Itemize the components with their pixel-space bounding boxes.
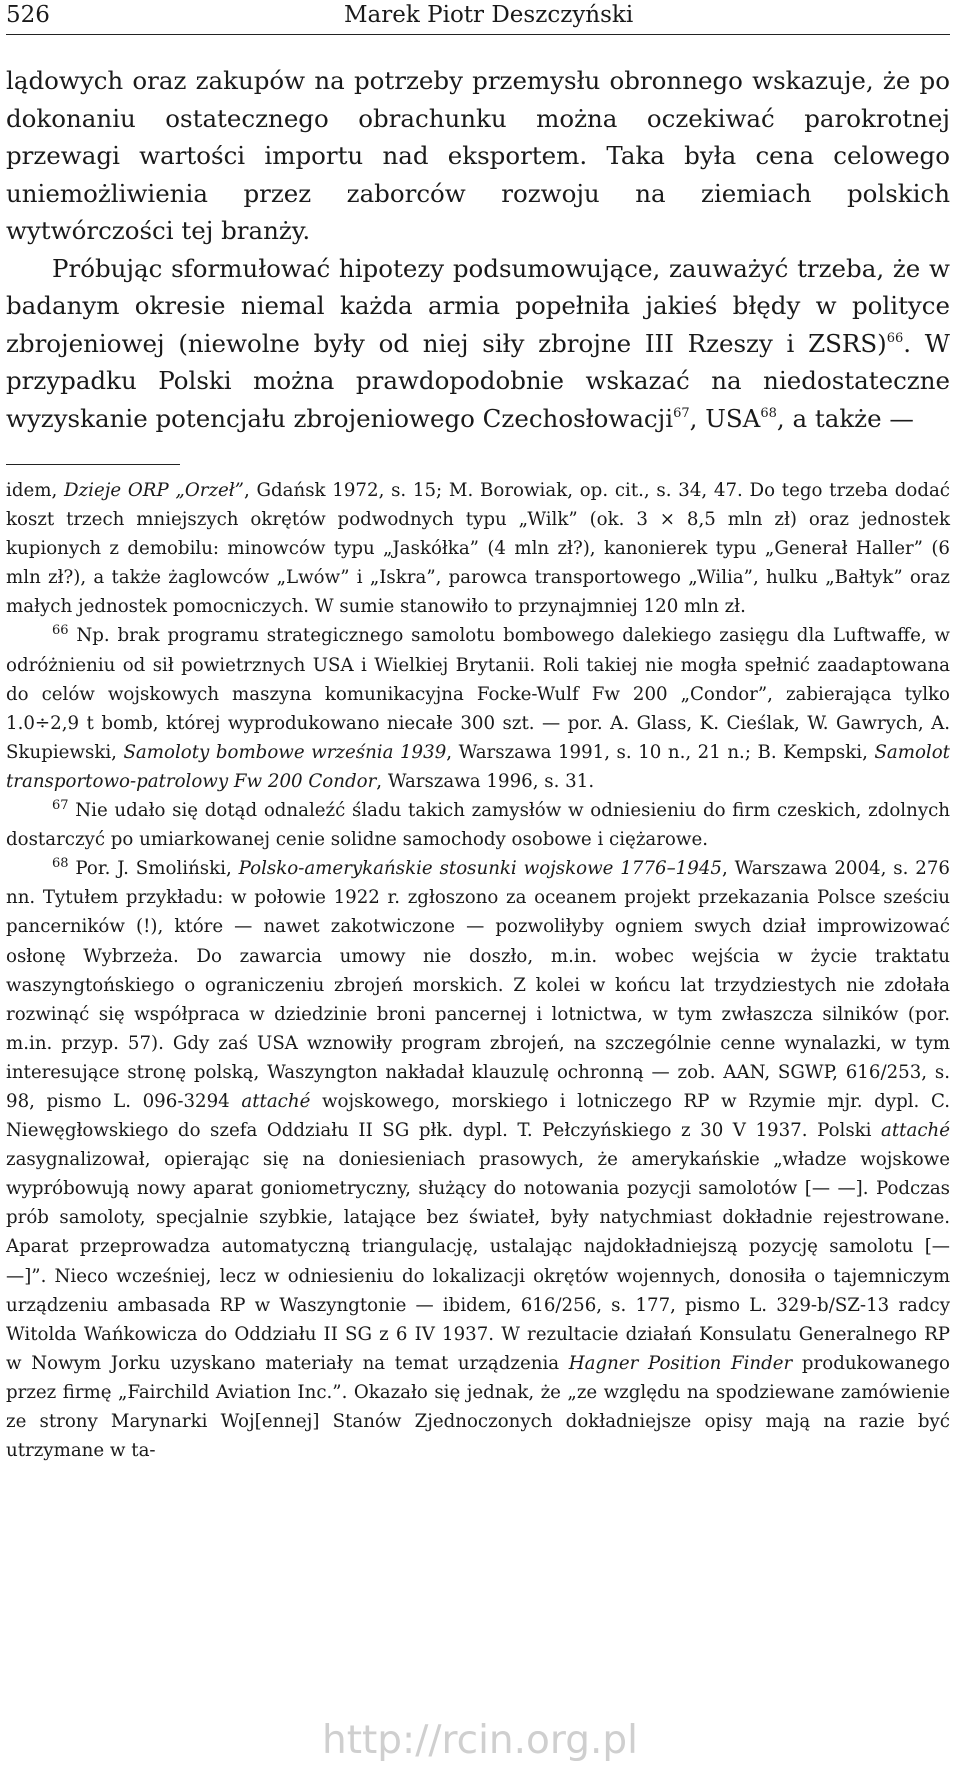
running-header	[6, 0, 950, 35]
footnote-66: $^{66}$ Np. brak programu strategicznego samolotu bombowego dalekiego zasięgu dla Luftwaffe, w odróżnieniu od sił powietrznych USA i Wielkiej Brytanii. Roli takiej nie mogła spełnić zaadaptowana do celów wojskowych maszyna komunikacyjna Focke-Wulf Fw 200 „Condor”, zabierająca tylko 1.0÷2,9 t bomb, której wyprodukowano niecałe 300 szt. — por. A. Glass, K. Cieślak, W. Gawrych, A. Skupiewski, Samoloty bombowe września 1939, Warszawa 1991, s. 10 n., 21 n.; B. Kempski, Samolot transportowo-patrolowy Fw 200 Condor, Warszawa 1996, s. 31.	[6, 623, 950, 792]
running-title: Marek Piotr Deszczyński	[344, 2, 634, 28]
footnote-mark-66: 66	[52, 623, 69, 639]
footnote-mark-68: 68	[52, 856, 69, 872]
watermark-url: http://rcin.org.pl	[322, 1718, 638, 1763]
footnote-ref-66[interactable]: 66	[886, 330, 904, 346]
footnote-continued: idem, Dzieje ORP „Orzeł”, Gdańsk 1972, s. 15; M. Borowiak, op. cit., s. 34, 47. Do tego trzeba dodać koszt trzech mniejszych okrętów podwodnych typu „Wilk” (ok. 3 × 8,5 mln zł) oraz jednostek kupionych z demobilu: minowców typu „Jaskółka” (4 mln zł?), kanonierek typu „Generał Haller” (6 mln zł?), a także żaglowców „Lwów” i „Iskra”, parowca transportowego „Wilia”, hulku „Bałtyk” oraz małych jednostek pomocniczych. W sumie stanowiło to przynajmniej 120 mln zł.	[6, 480, 950, 618]
footnote-mark-67: 67	[52, 798, 69, 814]
footnote-separator	[6, 464, 180, 465]
paragraph-2: Próbując sformułować hipotezy podsumowujące, zauważyć trzeba, że w badanym okresie niemal każda armia popełniła jakieś błędy w polityce zbrojeniowej (niewolne były od niej siły zbrojne III Rzeszy i ZSRS)$^{66}$. W przypadku Polski można prawdopodobnie wskazać na niedostateczne wyzyskanie potencjału zbrojeniowego Czechosłowacji$^{67}$, USA$^{68}$, a także —	[6, 253, 950, 433]
footnote-68: $^{68}$ Por. J. Smoliński, Polsko-amerykańskie stosunki wojskowe 1776–1945, Warszawa 2004, s. 276 nn. Tytułem przykładu: w połowie 1922 r. zgłoszono za oceanem projekt przekazania Polsce sześciu pancerników (!), które — nawet zakotwiczone — pozwoliłyby ogniem swych dział improwizować osłonę Wybrzeża. Do zawarcia umowy nie doszło, m.in. wobec wejścia w życie traktatu waszyngtońskiego o ograniczeniu zbrojeń morskich. Z kolei w końcu lat trzydziestych nie zdołała rozwinąć się współpraca w dziedzinie broni pancernej i lotnictwa, w tym zwłaszcza silników (por. m.in. przyp. 57). Gdy zaś USA wznowiły program zbrojeń, na szczególnie cenne wynalazki, w tym interesujące stronę polską, Waszyngton nakładał klauzulę ochronną — zob. AAN, SGWP, 616/253, s. 98, pismo L. 096-3294 attaché wojskowego, morskiego i lotniczego RP w Rzymie mjr. dypl. C. Niewęgłowskiego do szefa Oddziału II SG płk. dypl. T. Pełczyńskiego z 30 V 1937. Polski attaché zasygnalizował, opierając się na doniesieniach prasowych, że amerykańskie „władze wojskowe wypróbowują nowy aparat goniometryczny, służący do notowania pozycji samolotów [— —]. Podczas prób samoloty, specjalnie szybkie, latające bez świateł, były natychmiast dokładnie rejestrowane. Aparat przeprowadza automatyczną triangulację, ustalając najdokładniejszą pozycję samolotu [— —]”. Nieco wcześniej, lecz w odniesieniu do lokalizacji okrętów wojennych, donosiła o tajemniczym urządzeniu ambasada RP w Waszyngtonie — ibidem, 616/256, s. 177, pismo L. 329-b/SZ-13 radcy Witolda Wańkowicza do Oddziału II SG z 6 IV 1937. W rezultacie działań Konsulatu Generalnego RP w Nowym Jorku uzyskano materiały na temat urządzenia Hagner Position Finder produkowanego przez firmę „Fairchild Aviation Inc.”. Okazało się jednak, że „ze względu na spodziewane zamówienie ze strony Marynarki Woj[ennej] Stanów Zjednoczonych dokładniejsze opisy mają na razie być utrzymane w ta-	[6, 856, 950, 1462]
paragraph-1: lądowych oraz zakupów na potrzeby przemysłu obronnego wskazuje, że po dokonaniu ostatecznego obrachunku można oczekiwać parokrotnej przewagi wartości importu nad eksportem. Taka była cena celowego uniemożliwienia przez zaborców rozwoju na ziemiach polskich wytwórczości tej branży.	[6, 66, 950, 245]
main-text	[6, 62, 950, 437]
page-number: 526	[6, 2, 50, 28]
footnote-ref-67[interactable]: 67	[673, 405, 690, 421]
footnotes	[6, 476, 950, 1465]
footnote-ref-68[interactable]: 68	[760, 405, 777, 421]
footnote-67: $^{67}$ Nie udało się dotąd odnaleźć śladu takich zamysłów w odniesieniu do firm czeskich, zdolnych dostarczyć po umiarkowanej cenie solidne samochody osobowe i ciężarowe.	[6, 798, 950, 851]
